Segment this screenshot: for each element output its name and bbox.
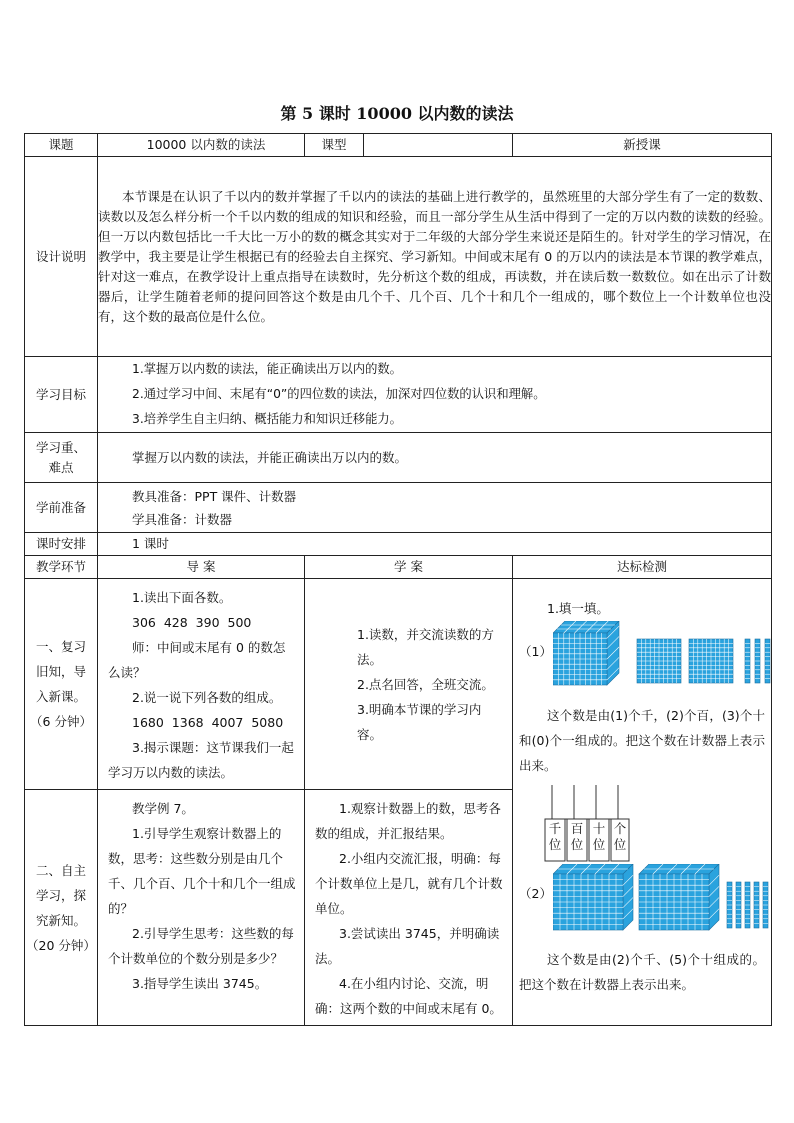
- design-text-cell: [98, 157, 772, 357]
- check-part2-label: （2）: [519, 886, 552, 901]
- goals-list: [98, 357, 772, 433]
- goals-row: [25, 357, 772, 433]
- prep-line: 教具准备：PPT 课件、计数器: [132, 488, 297, 504]
- check-cell: [513, 579, 772, 1026]
- topic-label: 课题: [25, 134, 98, 157]
- stage1-label-line: 入新课。: [35, 689, 86, 704]
- page-title: 第 5 课时 10000 以内数的读法: [280, 104, 514, 123]
- keypoints-text-value: 掌握万以内数的读法，并能正确读出万以内的数。: [132, 449, 408, 465]
- stage1-guide-line: 3.揭示课题：这节课我们一起学习万以内数的读法。: [108, 740, 294, 780]
- stage2-guide-line: 3.指导学生读出 3745。: [132, 976, 268, 991]
- stage1-guide-numbers: 306 428 390 500: [132, 615, 252, 630]
- keypoints-label-line2: 难点: [48, 459, 74, 475]
- keypoints-row: [25, 433, 772, 483]
- stage2-guide: [98, 790, 305, 1026]
- type-cell: [305, 134, 513, 157]
- goal-item: 3.培养学生自主归纳、概括能力和知识迁移能力。: [132, 412, 402, 426]
- thousand-cube: [553, 621, 619, 685]
- stage2-study-line: 3.尝试读出 3745，并明确读法。: [315, 926, 500, 966]
- ten-rod: [745, 639, 750, 683]
- col-check-header: 达标检测: [513, 556, 772, 579]
- stage2-study-line: 1.观察计数器上的数，思考各数的组成，并汇报结果。: [315, 801, 501, 841]
- ten-rod: [765, 639, 770, 683]
- schedule-value: [98, 533, 772, 556]
- stage2-label-line: 究新知。: [35, 912, 86, 928]
- stage1-label-line: 一、复习: [35, 639, 86, 654]
- ten-rod: [754, 882, 759, 928]
- design-label: 设计说明: [25, 157, 98, 357]
- ten-rod: [727, 882, 732, 928]
- check-part2-text: 这个数是由(2)个千、(5)个十组成的。把这个数在计数器上表示出来。: [519, 952, 765, 992]
- prep-text: [98, 483, 772, 533]
- col-stage-header: 教学环节: [25, 556, 98, 579]
- abacus-label-thousands: 千位: [548, 821, 562, 852]
- keypoints-label: [25, 433, 98, 483]
- base-ten-blocks-1: [553, 621, 773, 687]
- stage1-guide-numbers: 1680 1368 4007 5080: [132, 715, 284, 730]
- stage2-study-line: 4.在小组内讨论、交流，明确：这两个数的中间或末尾有 0。: [315, 976, 502, 1016]
- ten-rod: [763, 882, 768, 928]
- prep-row: [25, 483, 772, 533]
- col-guide-header: 导 案: [98, 556, 305, 579]
- stage1-study: [305, 579, 513, 790]
- stage2-guide-line: 教学例 7。: [132, 801, 194, 816]
- col-study-header: 学 案: [305, 556, 513, 579]
- design-text: 本节课是在认识了千以内的数并掌握了千以内的读法的基础上进行教学的，虽然班里的大部分学生有了一定的数数、读数以及怎么样分析一个千以内数的组成的知识和经验，而且一部分学生从生活中得到了一定的万以内数的读数的经验。但一万以内数包括比一千大比一万小的数的概念其实对于二年级的大部分学生来说还是陌生的。针对学生的学习情况，在教学中，我主要是让学生根据已有的经验去自主探究、学习新知。中间或末尾有 0 的万以内的读法是本节课的教学难点，针对这一难点，在教学设计上重点指导在读数时，先分析这个数的组成，再读数，并在读后数一数数位。如在出示了计数器后，让学生随着老师的提问回答这个数是由几个千、几个百、几个十和几个一组成的，哪个数位上一个计数单位也没有，这个数的最高位是什么位。: [98, 188, 771, 324]
- base-ten-blocks-2: [553, 864, 773, 934]
- stage1-guide-line: 2.说一说下列各数的组成。: [132, 690, 282, 705]
- check-heading: 1.填一填。: [547, 601, 609, 616]
- stage2-guide-line: 1.引导学生观察计数器上的数，思考：这些数分别是由几个千、几个百、几个十和几个一组成的？: [108, 826, 296, 916]
- stage1-guide: [98, 579, 305, 790]
- stage1-guide-line: 师：中间或末尾有 0 的数怎么读？: [108, 640, 286, 680]
- topic-value-text: 10000 以内数的读法: [146, 137, 266, 152]
- hundred-flat-1: [637, 639, 681, 683]
- stage2-guide-line: 2.引导学生思考：这些数的每个计数单位的个数分别是多少？: [108, 926, 294, 966]
- stage1-study-line: 2.点名回答，全班交流。: [357, 676, 494, 692]
- abacus-label-hundreds: 百位: [570, 821, 584, 852]
- stage2-label-line: （20 分钟）: [26, 937, 96, 953]
- ten-rod: [755, 639, 760, 683]
- keypoints-text: [98, 433, 772, 483]
- abacus-label-tens: 十位: [592, 821, 606, 852]
- columns-header-row: [25, 556, 772, 579]
- check-part1-text: 这个数是由(1)个千，(2)个百，(3)个十和(0)个一组成的。把这个数在计数器上表示出来。: [519, 708, 765, 773]
- stage2-label-line: 二、自主: [35, 862, 86, 878]
- stage2-label: [25, 790, 98, 1026]
- prep-label: 学前准备: [25, 483, 98, 533]
- stage2-study: [305, 790, 513, 1026]
- topic-value: [98, 134, 305, 157]
- stage1-row: [25, 579, 772, 790]
- goals-label: 学习目标: [25, 357, 98, 433]
- stage1-label-line: （6 分钟）: [30, 714, 92, 729]
- type-label: 课型: [305, 134, 364, 156]
- prep-line: 学具准备：计数器: [132, 511, 233, 527]
- stage1-label-line: 旧知，导: [35, 664, 86, 679]
- thousand-cube: [639, 864, 719, 930]
- keypoints-label-line1: 学习重、: [35, 439, 86, 455]
- schedule-label: 课时安排: [25, 533, 98, 556]
- goal-item: 2.通过学习中间、末尾有“0”的四位数的读法，加深对四位数的认识和理解。: [132, 387, 546, 401]
- stage1-study-line: 3.明确本节课的学习内容。: [357, 701, 482, 742]
- stage2-label-line: 学习，探: [35, 887, 86, 903]
- check-part1-label: （1）: [519, 644, 552, 659]
- goal-item: 1.掌握万以内数的读法，能正确读出万以内的数。: [132, 362, 402, 376]
- stage2-study-line: 2.小组内交流汇报，明确：每个计数单位上是几，就有几个计数单位。: [315, 851, 503, 916]
- topic-row: [25, 134, 772, 157]
- abacus-label-ones: 个位: [613, 821, 627, 852]
- schedule-value-text: 1 课时: [132, 536, 169, 551]
- schedule-row: [25, 533, 772, 556]
- stage1-label: [25, 579, 98, 790]
- hundred-flat-2: [689, 639, 733, 683]
- check-content: [519, 579, 765, 1011]
- ten-rod: [736, 882, 741, 928]
- type-value: 新授课: [513, 134, 772, 157]
- thousand-cube: [553, 864, 633, 930]
- stage1-study-line: 1.读数，并交流读数的方法。: [357, 626, 494, 667]
- design-row: [25, 157, 772, 357]
- lesson-plan-table: [24, 133, 772, 1026]
- stage1-guide-line: 1.读出下面各数。: [132, 590, 232, 605]
- ten-rod: [745, 882, 750, 928]
